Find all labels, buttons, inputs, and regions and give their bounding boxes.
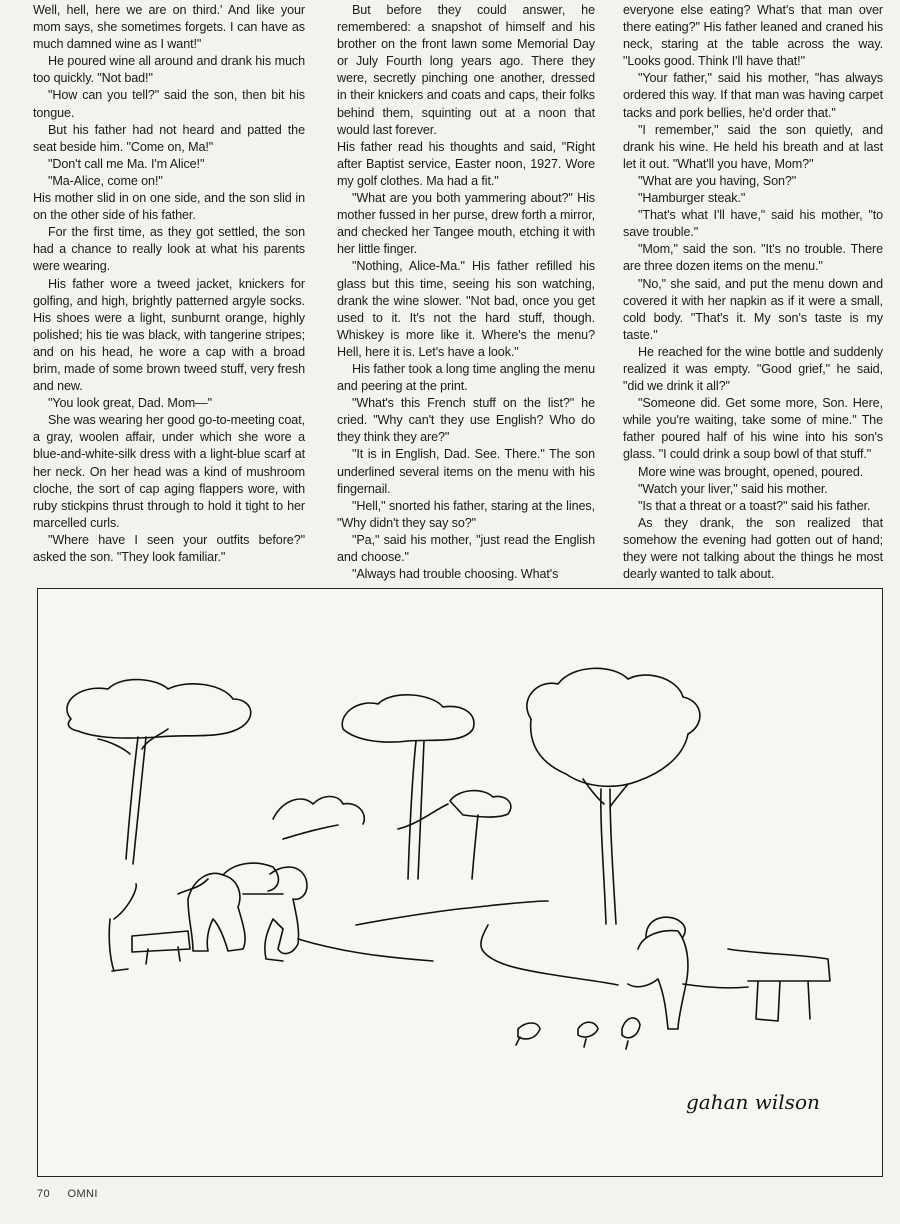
paragraph: "Watch your liver," said his mother. [638,481,828,496]
paragraph: "How can you tell?" said the son, then bit his tongue. [33,88,305,120]
paragraph: "Someone did. Get some more, Son. Here, while you're waiting, take some of mine." The father poured half of his wine into his son's glass. "I could drink a soup bowl of that stuff." [623,396,883,462]
paragraph: His father wore a tweed jacket, knickers for golfing, and high, brightly patterned argyle socks. His shoes were a light, sunburnt orange, highly polished; his tie was black, with tangerine stripes; and on his head, he wore a cap with a broad brim, made of some brown tweed stuff, very fresh and new. [33,276,305,394]
caveman-and-dinosaur [109,863,433,971]
paragraph: His father read his thoughts and said, "Right after Baptist service, Easter noon, 1927. Wore my golf clothes. Ma had a fit." [337,139,595,188]
paragraph: But before they could answer, he remembered: a snapshot of himself and his brother on the front lawn some Memorial Day or July Fourth long years ago. There they were, secretly pinching one another, dressed in their knickers and coats and caps, their folks behind them, squinting out at a noon that would last forever. [337,3,595,137]
middle-tree [273,695,511,879]
paragraph: As they drank, the son realized that somehow the evening had gotten out of hand; they were not talking about the things he most dearly wanted to talk about. [623,515,883,582]
text-column-3 [623,2,883,600]
paragraph: She was wearing her good go-to-meeting coat, a gray, woolen affair, under which she wore a blue-and-white-silk dress with a light-blue scarf at her neck. On her head was a kind of mushroom cloche, the sort of cap aging flappers wore, with ruby stickpins thrust through to hold it tight to her marcelled curls. [33,413,305,530]
column-3-body [623,2,883,583]
paragraph: "Nothing, Alice-Ma." His father refilled his glass but this time, seeing his son watching, drank the wine slower. "Not bad, once you get used to it. It's not the hard stuff, though. Whiskey is more like it. Where's the menu? Hell, here it is. Let's have a look." [337,259,595,359]
cartoon-illustration [37,588,883,1177]
paragraph: "Always had trouble choosing. What's [352,567,559,582]
paragraph: "No," she said, and put the menu down and covered it with her napkin as if it were a small, cold body. "That's it. My son's taste is my taste." [623,276,883,342]
paragraph: But his father had not heard and patted the seat beside him. "Come on, Ma!" [33,122,305,154]
paragraph: "What are you having, Son?" [638,173,797,188]
cartoonist-signature: gahan wilson [686,1090,820,1114]
text-column-2 [337,2,595,583]
paragraph: "Pa," said his mother, "just read the English and choose." [337,532,595,564]
left-tree [67,680,251,864]
paragraph: More wine was brought, opened, poured. [638,464,864,479]
magazine-name: OMNI [67,1188,98,1200]
paragraph: Well, hell, here we are on third.' And like your mom says, she sometimes forgets. I can have as much damned wine as I want!" [33,3,305,52]
page-footer [37,1188,112,1200]
park-path [178,825,618,985]
paragraph: His father took a long time angling the menu and peering at the print. [337,361,595,394]
paragraph: He reached for the wine bottle and suddenly realized it was empty. "Good grief," he said, "did we drink it all?" [623,344,883,394]
page-number: 70 [37,1188,51,1200]
paragraph: "Is that a threat or a toast?" said his father. [638,498,871,513]
paragraph: For the first time, as they got settled, the son had a chance to really look at what his parents were wearing. [33,225,305,274]
paragraph: "Ma-Alice, come on!" [48,173,163,188]
text-column-1 [33,2,305,566]
paragraph: "Where have I seen your outfits before?" asked the son. "They look familiar." [33,532,305,564]
paragraph: "That's what I'll have," said his mother, "to save trouble." [623,208,883,240]
paragraph: "Mom," said the son. "It's no trouble. There are three dozen items on the menu." [623,242,883,274]
paragraph: "You look great, Dad. Mom—" [48,396,212,411]
paragraph: "Don't call me Ma. I'm Alice!" [48,156,205,171]
paragraph: "I remember," said the son quietly, and drank his wine. He held his breath and at last let it out. "What'll you have, Mom?" [623,122,883,171]
paragraph: He poured wine all around and drank his much too quickly. "Not bad!" [33,54,305,86]
paragraph: "Your father," said his mother, "has always ordered this way. If that man was having carpet tacks and pork bellies, he'd order that." [623,71,883,120]
paragraph: "What's this French stuff on the list?" he cried. "Why can't they use English? Who do they think they are?" [337,396,595,445]
old-man-on-bench [628,917,830,1029]
paragraph: everyone else eating? What's that man over there eating?" His father leaned and craned his neck, staring at the table across the way. "Looks good. Think I'll have that!" [623,3,883,69]
birds [516,1018,640,1049]
paragraph: "Hell," snorted his father, staring at the lines, "Why didn't they say so?" [337,498,595,530]
paragraph: "What are you both yammering about?" His mother fussed in her purse, drew forth a mirror, and checked her Tangee mouth, etching it with her little finger. [337,191,595,257]
paragraph: "Hamburger steak." [638,191,746,206]
right-tree [527,668,700,924]
paragraph: "It is in English, Dad. See. There." The son underlined several items on the menu with his fingernail. [337,447,595,496]
paragraph: His mother slid in on one side, and the son slid in on the other side of his father. [33,191,305,223]
